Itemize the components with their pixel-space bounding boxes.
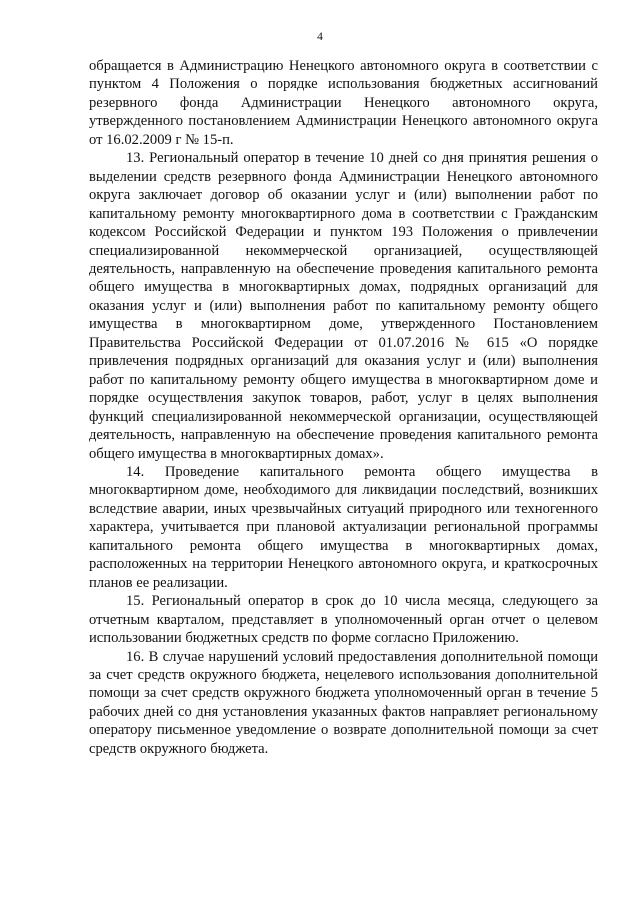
paragraph-continuation: обращается в Администрацию Ненецкого автономного округа в соответствии с пунктом 4 Положения о порядке использования бюджетных ассигнований резервного фонда Администрации Ненецкого автономного округа, утвержденного постановлением Администрации Ненецкого автономного округа от 16.02.2009 г № 15-п. (89, 58, 598, 148)
paragraph-14: 14. Проведение капитального ремонта общего имущества в многоквартирном доме, необходимого для ликвидации последствий, возникших вследствие аварии, иных чрезвычайных ситуаций природного или техногенного характера, учитывается при плановой актуализации региональной программы капитального ремонта общего имущества в многоквартирных домах, расположенных на территории Ненецкого автономного округа, и краткосрочных планов ее реализации. (89, 463, 598, 591)
document-body (89, 57, 598, 758)
page-number: 4 (317, 31, 323, 43)
paragraph-16: 16. В случае нарушений условий предоставления дополнительной помощи за счет средств окружного бюджета, нецелевого использования дополнительной помощи за счет средств окружного бюджета уполномоченный орган в течение 5 рабочих дней со дня установления указанных фактов направляет региональному оператору письменное уведомление о возврате дополнительной помощи за счет средств окружного бюджета. (89, 648, 598, 757)
paragraph-13: 13. Региональный оператор в течение 10 дней со дня принятия решения о выделении средств резервного фонда Администрации Ненецкого автономного округа заключает договор об оказании услуг и (или) выполнении работ по капитальному ремонту многоквартирного дома в соответствии с Гражданским кодексом Российской Федерации и пунктом 193 Положения о привлечении специализированной некоммерческой организацией, осуществляющей деятельность, направленную на обеспечение проведения капитального ремонта общего имущества в многоквартирных домах, подрядных организаций для оказания услуг и (или) выполнения работ по капитальному ремонту общего имущества в многоквартирном доме, утвержденного Постановлением Правительства Российской Федерации от 01.07.2016 № 615 «О порядке привлечения подрядных организаций для оказания услуг и (или) выполнения работ по капитальному ремонту общего имущества в многоквартирном доме и порядке осуществления закупок товаров, работ, услуг в целях выполнения функций специализированной некоммерческой организации, осуществляющей деятельность, направленную на обеспечение проведения капитального ремонта общего имущества в многоквартирных домах». (89, 150, 598, 462)
paragraph-15: 15. Региональный оператор в срок до 10 числа месяца, следующего за отчетным кварталом, представляет в уполномоченный орган отчет о целевом использовании бюджетных средств по форме согласно Приложению. (89, 593, 598, 647)
